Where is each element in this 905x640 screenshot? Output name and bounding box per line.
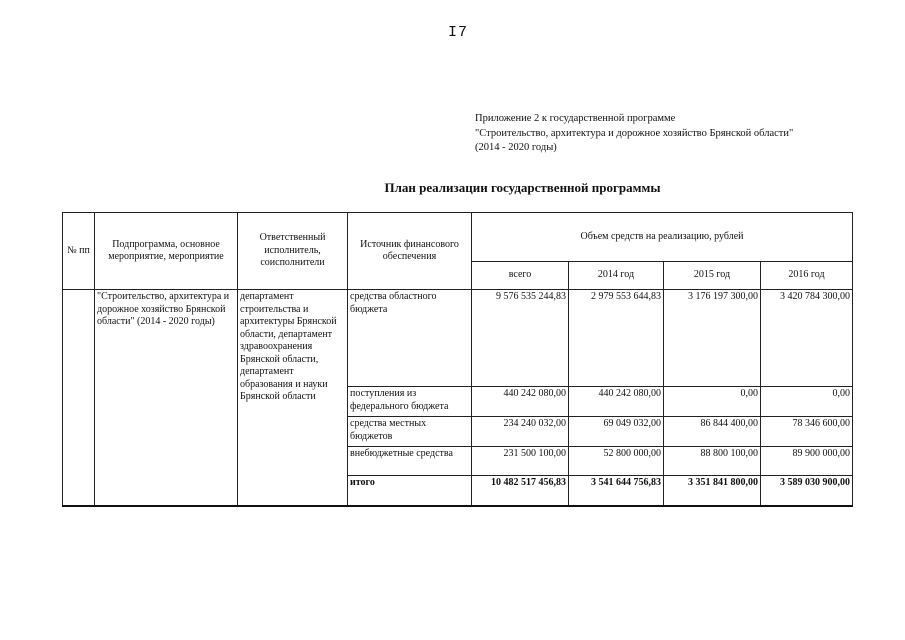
program-plan-table (62, 212, 853, 507)
page-number: I7 (448, 24, 469, 41)
header-2016: 2016 год (761, 262, 853, 290)
source-cell: внебюджетные средства (348, 447, 472, 476)
y2016-cell: 3 589 030 900,00 (761, 476, 853, 506)
y2015-cell: 0,00 (664, 387, 761, 417)
executor-cell: департамент строительства и архитектуры Брянской области, департамент здравоохранения Брянской области, департамент образования и науки Брянской области (238, 290, 348, 506)
header-source: Источник финансового обеспечения (348, 213, 472, 290)
header-executor: Ответственный исполнитель, соисполнители (238, 213, 348, 290)
y2014-cell: 69 049 032,00 (569, 417, 664, 447)
y2016-cell: 0,00 (761, 387, 853, 417)
total-cell: 10 482 517 456,83 (472, 476, 569, 506)
table-row (63, 290, 853, 387)
header-volume: Объем средств на реализацию, рублей (472, 213, 853, 262)
appendix-line-3: (2014 - 2020 годы) (475, 142, 557, 153)
y2014-cell: 2 979 553 644,83 (569, 290, 664, 387)
total-cell: 440 242 080,00 (472, 387, 569, 417)
total-cell: 234 240 032,00 (472, 417, 569, 447)
source-cell: итого (348, 476, 472, 506)
header-total: всего (472, 262, 569, 290)
y2016-cell: 89 900 000,00 (761, 447, 853, 476)
source-cell: средства местных бюджетов (348, 417, 472, 447)
header-2014: 2014 год (569, 262, 664, 290)
source-cell: поступления из федерального бюджета (348, 387, 472, 417)
y2016-cell: 78 346 600,00 (761, 417, 853, 447)
y2014-cell: 3 541 644 756,83 (569, 476, 664, 506)
y2016-cell: 3 420 784 300,00 (761, 290, 853, 387)
source-cell: средства областного бюджета (348, 290, 472, 387)
y2014-cell: 52 800 000,00 (569, 447, 664, 476)
y2015-cell: 86 844 400,00 (664, 417, 761, 447)
program-name-cell: "Строительство, архитектура и дорожное хозяйство Брянской области" (2014 - 2020 годы) (95, 290, 238, 506)
header-subprogram: Подпрограмма, основное мероприятие, мероприятие (95, 213, 238, 290)
total-cell: 231 500 100,00 (472, 447, 569, 476)
header-num: № пп (63, 213, 95, 290)
header-2015: 2015 год (664, 262, 761, 290)
y2015-cell: 3 351 841 800,00 (664, 476, 761, 506)
y2015-cell: 88 800 100,00 (664, 447, 761, 476)
appendix-note (475, 112, 793, 156)
y2014-cell: 440 242 080,00 (569, 387, 664, 417)
total-cell: 9 576 535 244,83 (472, 290, 569, 387)
appendix-line-1: Приложение 2 к государственной программе (475, 113, 676, 124)
y2015-cell: 3 176 197 300,00 (664, 290, 761, 387)
row-number-cell (63, 290, 95, 506)
document-title: План реализации государственной программы (384, 180, 661, 195)
appendix-line-2: "Строительство, архитектура и дорожное хозяйство Брянской области" (475, 127, 794, 139)
